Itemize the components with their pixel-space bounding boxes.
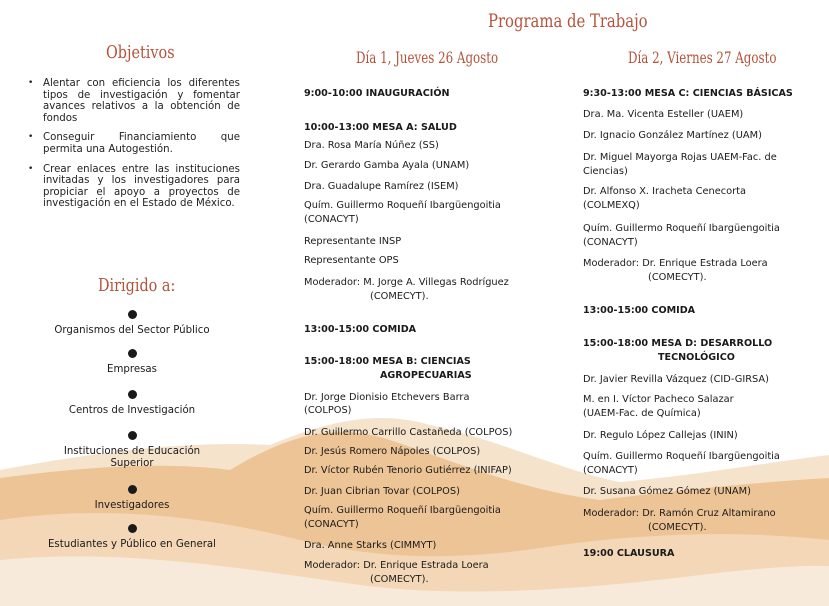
objetivos-title: Objetivos [106, 42, 175, 63]
day2-line: 13:00-15:00 COMIDA [583, 305, 696, 316]
day2-line: Dr. Alfonso X. Iracheta Cenecorta [583, 186, 746, 197]
day2-line: Quím. Guillermo Roqueñí Ibargüengoitia [583, 223, 780, 234]
day1-line: Quím. Guillermo Roqueñí Ibargüengoitia [304, 505, 501, 516]
day1-line: 15:00-18:00 MESA B: CIENCIAS [304, 356, 471, 367]
day2-line: TECNOLÓGICO [658, 352, 735, 363]
objetivo-item: • Conseguir Financiamiento que permita una Autogestión. [28, 132, 240, 155]
day1-line: Dr. Víctor Rubén Tenorio Gutiérrez (INIFAP) [304, 465, 512, 476]
dirigido-title: Dirigido a: [98, 275, 176, 296]
dirigido-item: Organismos del Sector Público [20, 310, 244, 337]
day2-title: Día 2, Viernes 27 Agosto [628, 48, 777, 67]
bullet-icon: • [28, 163, 34, 174]
day2-line: M. en I. Víctor Pacheco Salazar [583, 394, 734, 405]
dirigido-item: Empresas [20, 349, 244, 376]
day2-line: (CONACYT) [583, 465, 638, 476]
day1-title: Día 1, Jueves 26 Agosto [356, 48, 499, 67]
day2-line: Moderador: Dr. Ramón Cruz Altamirano [583, 508, 776, 519]
bullet-icon: • [28, 132, 34, 143]
dot-icon [128, 310, 137, 319]
day1-line: 10:00-13:00 MESA A: SALUD [304, 122, 457, 133]
day2-line: Dr. Miguel Mayorga Rojas UAEM-Fac. de [583, 152, 777, 163]
day1-line: Representante INSP [304, 236, 402, 247]
day2-line: Dr. Javier Revilla Vázquez (CID-GIRSA) [583, 374, 769, 385]
dot-icon [128, 485, 137, 494]
day2-line: 19:00 CLAUSURA [583, 548, 675, 559]
day1-line: Dra. Anne Starks (CIMMYT) [304, 540, 437, 551]
day1-line: Quím. Guillermo Roqueñí Ibargüengoitia [304, 200, 501, 211]
day1-line: (CONACYT) [304, 519, 359, 530]
day2-line: Dra. Ma. Vicenta Esteller (UAEM) [583, 109, 744, 120]
dirigido-item: Investigadores [20, 485, 244, 512]
day1-line: (COMECYT). [370, 291, 429, 302]
day2-line: Dr. Regulo López Callejas (ININ) [583, 430, 738, 441]
day1-line: 9:00-10:00 INAUGURACIÓN [304, 88, 450, 99]
day1-line: 13:00-15:00 COMIDA [304, 324, 417, 335]
dirigido-item: Instituciones de Educación Superior [20, 431, 244, 470]
bullet-icon: • [28, 78, 34, 88]
dot-icon [128, 390, 137, 399]
day2-line: (COMECYT). [648, 272, 707, 283]
day1-line: Dr. Gerardo Gamba Ayala (UNAM) [304, 160, 470, 171]
day1-line: Dr. Jorge Dionisio Etchevers Barra [304, 392, 470, 403]
day2-line: Dr. Ignacio González Martínez (UAM) [583, 130, 762, 141]
day2-line: Quím. Guillermo Roqueñí Ibargüengoitia [583, 451, 780, 462]
day1-line: AGROPECUARIAS [380, 370, 472, 381]
objetivos-list [28, 78, 240, 218]
dot-icon [128, 524, 137, 533]
day1-line: (COLPOS) [304, 405, 352, 416]
day2-line: 9:30-13:00 MESA C: CIENCIAS BÁSICAS [583, 88, 793, 99]
day1-line: Dr. Jesús Romero Nápoles (COLPOS) [304, 446, 481, 457]
day2-line: (COMECYT). [648, 522, 707, 533]
day2-line: Moderador: Dr. Enrique Estrada Loera [583, 258, 768, 269]
objetivo-item: • Alentar con eficiencia los diferentes tipos de investigación y fomentar avances relativos a la obtención de fondos [28, 78, 240, 124]
day1-line: Dra. Rosa María Núñez (SS) [304, 140, 439, 151]
day1-line: Moderador: M. Jorge A. Villegas Rodríguez [304, 277, 509, 288]
dirigido-item: Centros de Investigación [20, 390, 244, 417]
objetivo-item: • Crear enlaces entre las instituciones invitadas y los investigadores para propiciar el apoyo a proyectos de investigación en el Estado de México. [28, 163, 240, 210]
day2-line: (UAEM-Fac. de Química) [583, 408, 701, 419]
day2-line: (CONACYT) [583, 237, 638, 248]
day1-line: (CONACYT) [304, 214, 359, 225]
dot-icon [128, 349, 137, 358]
day2-line: 15:00-18:00 MESA D: DESARROLLO [583, 338, 773, 349]
day1-line: Dra. Guadalupe Ramírez (ISEM) [304, 181, 459, 192]
day2-line: Dr. Susana Gómez Gómez (UNAM) [583, 486, 751, 497]
day2-line: Ciencias) [583, 166, 628, 177]
day1-line: Representante OPS [304, 255, 399, 266]
day1-line: Moderador: Dr. Enrique Estrada Loera [304, 560, 489, 571]
day2-line: (COLMEXQ) [583, 200, 640, 211]
day1-line: (COMECYT). [370, 574, 429, 585]
program-title: Programa de Trabajo [488, 10, 648, 32]
dot-icon [128, 431, 137, 440]
dirigido-item: Estudiantes y Público en General [20, 524, 244, 551]
day1-line: Dr. Juan Cibrian Tovar (COLPOS) [304, 486, 460, 497]
day1-line: Dr. Guillermo Carrillo Castañeda (COLPOS) [304, 427, 513, 438]
